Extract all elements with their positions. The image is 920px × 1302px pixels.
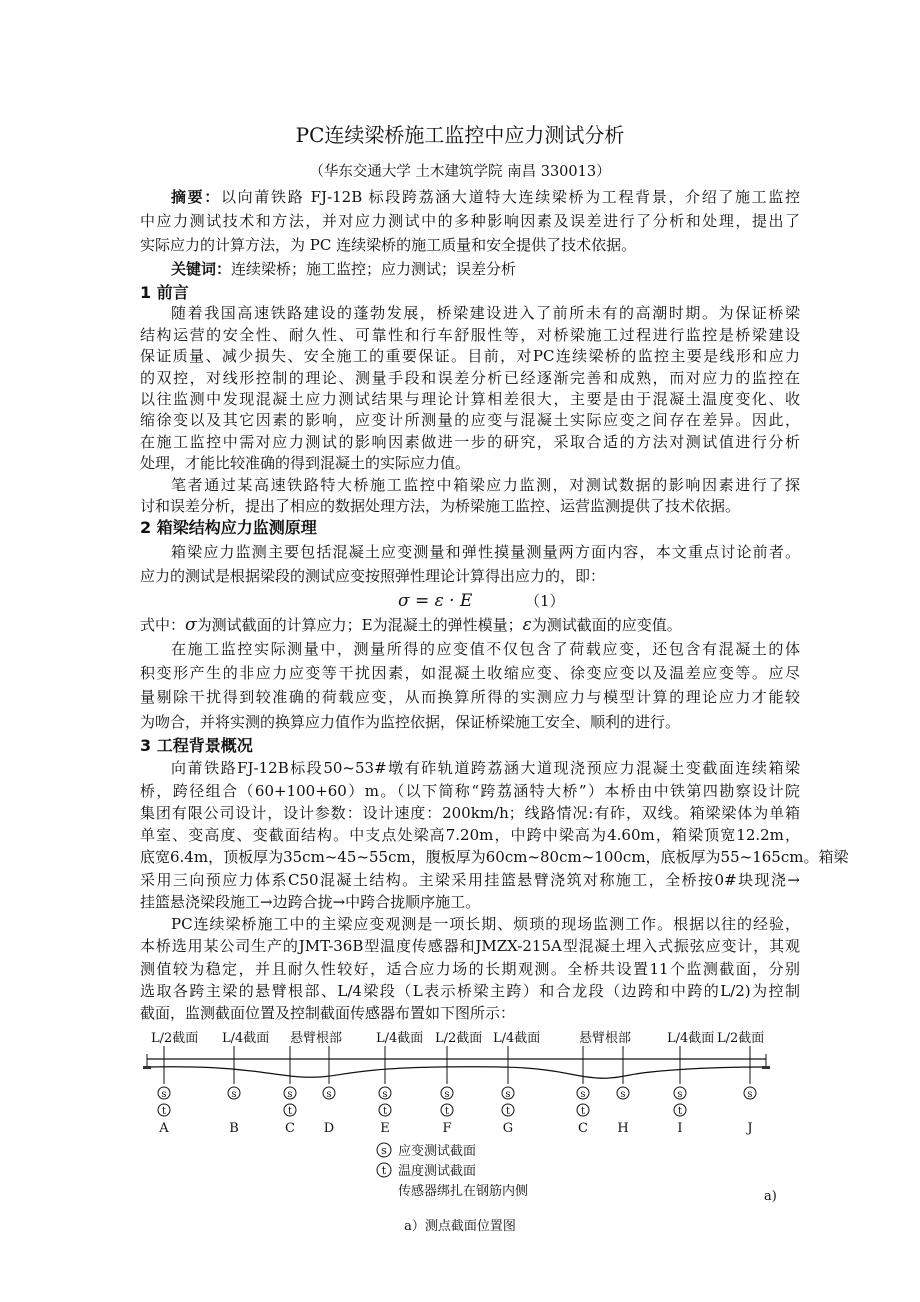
text-line: 结构运营的安全性、耐久性、可靠性和行车舒服性等，对桥梁施工过程进行监控是桥梁建设 [140,325,800,344]
strain-sensor-symbol: s [620,1089,626,1100]
text-line: 本桥选用某公司生产的JMT-36B型温度传感器和JMZX-215A型混凝土埋入式振弦应变计，其观 [140,937,800,956]
text-line: 应力的测试是根据梁段的测试应变按照弹性理论计算得出应力的，即： [140,567,606,586]
text-line: 保证质量、减少损失、安全施工的重要保证。目前，对PC连续梁桥的监控主要是线形和应力 [140,347,800,366]
section-type-label: L/4截面 [493,1031,541,1046]
section-heading: 3 工程背景概况 [140,736,253,755]
sigma-symbol: σ [185,614,197,635]
abstract-line [140,185,800,209]
legend-note: 传感器绑扎在钢筋内侧 [398,1184,529,1199]
station-letter: A [159,1121,169,1136]
affiliation: （华东交通大学 土木建筑学院 南昌 330013） [309,164,611,180]
keywords-label: 关键词： [171,260,232,278]
text-line: 处理，才能比较准确的得到混凝土的实际应力值。 [140,454,471,473]
figure-caption: a）测点截面位置图 [404,1219,516,1234]
formula: σ = ε · E [398,590,473,611]
section-heading: 1 前言 [140,283,189,302]
text-line: 单室、变高度、变截面结构。中支点处梁高7.20m，中跨中梁高为4.60m，箱梁顶宽12.2m， [140,826,800,844]
equation [140,589,800,613]
text-line: PC连续梁桥施工中的主梁应变观测是一项长期、烦琐的现场监测工作。根据以往的经验， [171,915,800,933]
text-line: 挂篮悬浇梁段施工→边跨合拢→中跨合拢顺序施工。 [140,892,481,911]
text-line: 以往监测中发现混凝土应力测试结果与理论计算相差很大，主要是由于混凝土温度变化、收 [140,389,800,408]
section-type-label: L/4截面 [667,1031,715,1046]
section-type-label: L/4截面 [222,1031,270,1046]
girder-bottom-curve [147,1067,766,1079]
strain-sensor-symbol: s [580,1089,586,1100]
text-line: 笔者通过某高速铁路特大桥施工监控中箱梁应力监测，对测试数据的影响因素进行了探 [171,475,800,494]
abstract-text: 以向莆铁路 FJ-12B 标段跨荔涵大道特大连续梁桥为工程背景，介绍了施工监控 [220,188,800,206]
temperature-sensor-symbol: t [505,1106,511,1117]
text-line: 积变形产生的非应力应变等干扰因素，如混凝土收缩应变、徐变应变以及温差应变等。应尽 [140,664,800,683]
text-line: 缩徐变以及其它因素的影响，应变计所测量的应变与混凝土实际应变之间存在差异。因此， [140,411,800,430]
text-line: 讨和误差分析，提出了相应的数据处理方法，为桥梁施工监控、运营监测提供了技术依据。 [140,496,741,515]
station-letter: F [442,1121,452,1136]
abstract [140,185,800,257]
text-line: 在施工监控实际测量中，测量所得的应变值不仅包含了荷载应变，还包含有混凝土的体 [171,639,800,658]
text-line: 向莆铁路FJ-12B标段50~53#墩有砟轨道跨荔涵大道现浇预应力混凝土变截面连续箱梁 [171,759,800,778]
station-letter: J [747,1121,753,1136]
section-principle [140,516,800,734]
text-line: 量剔除干扰得到较准确的荷载应变，从而换算所得的实测应力与模型计算的理论应力才能较 [140,688,800,707]
legend-temperature-label: 温度测试截面 [398,1164,477,1179]
support-right-icon [762,1066,770,1069]
where-prefix: 式中： [140,615,186,634]
section-type-label: 悬臂根部 [290,1031,343,1046]
strain-sensor-symbol: s [231,1089,237,1100]
where-line [140,613,800,637]
section-background [140,735,849,1024]
section-heading: 2 箱梁结构应力监测原理 [140,518,317,537]
text-line: 测值较为稳定，并且耐久性较好，适合应力场的长期观测。全桥共设置11个监测截面，分别 [140,959,800,978]
legend-strain-label: 应变测试截面 [398,1144,477,1159]
strain-sensor-symbol: s [382,1089,388,1100]
abstract-line: 实际应力的计算方法，为 PC 连续梁桥的施工质量和安全提供了技术依据。 [140,236,637,254]
abstract-line: 中应力测试技术和方法，并对应力测试中的多种影响因素及误差进行了分析和处理，提出了 [140,212,800,230]
temperature-sensor-symbol: t [444,1106,450,1117]
strain-sensor-symbol: s [677,1089,683,1100]
station-letter: D [323,1121,335,1136]
strain-sensor-symbol: s [287,1089,293,1100]
station-letter: G [502,1121,514,1136]
legend-temperature-symbol: t [381,1164,387,1177]
where-suffix: 为测试截面的应变值。 [531,615,682,634]
station-letter: C [285,1121,295,1136]
sensor-layout-figure [0,1020,920,1240]
temperature-sensor-symbol: t [287,1106,293,1117]
text-line: 采用三向预应力体系C50混凝土结构。主梁采用挂篮悬臂浇筑对称施工，全桥按0#块现浇→ [140,870,800,889]
abstract-label: 摘要： [171,188,221,206]
legend-strain-symbol: s [381,1144,387,1157]
epsilon-symbol: ε [522,614,532,635]
text-line: 集团有限公司设计，设计参数：设计速度：200km/h；线路情况:有砟，双线。箱梁梁体为单箱 [140,803,800,822]
temperature-sensor-symbol: t [161,1106,167,1117]
keywords-text: 连续梁桥；施工监控；应力测试；误差分析 [231,260,517,278]
text-line: 随着我国高速铁路建设的蓬勃发展，桥梁建设进入了前所未有的高潮时期。为保证桥梁 [171,304,800,323]
section-type-label: L/2截面 [717,1031,765,1046]
text-line: 截面，监测截面位置及控制截面传感器布置如下图所示： [140,1004,516,1022]
temperature-sensor-symbol: t [382,1106,388,1117]
strain-sensor-symbol: s [505,1089,511,1100]
where-mid: 为测试截面的计算应力；E为混凝土的弹性模量； [196,615,523,634]
section-introduction [140,282,800,517]
text-line: 在施工监控中需对应力测试的影响因素做进一步的研究，采取合适的方法对测试值进行分析 [140,432,800,451]
temperature-sensor-symbol: t [677,1106,683,1117]
text-line: 箱梁应力监测主要包括混凝土应变测量和弹性摸量测量两方面内容，本文重点讨论前者。 [171,543,800,562]
panel-label: a) [764,1189,777,1204]
station-letter: B [229,1121,239,1136]
station-letter: H [617,1121,629,1136]
text-line: 为吻合，并将实测的换算应力值作为监控依据，保证桥梁施工安全、顺利的进行。 [140,712,681,731]
station-letter: C [578,1121,588,1136]
strain-sensor-symbol: s [444,1089,450,1100]
keywords [140,257,800,281]
text-line: 桥，跨径组合（60+100+60）m。（以下简称“跨荔涵特大桥”）本桥由中铁第四勘察设计院 [140,781,800,800]
station-letter: E [380,1121,390,1136]
paper-title: PC连续梁桥施工监控中应力测试分析 [295,123,625,147]
section-type-label: L/2截面 [151,1031,199,1046]
text-line: 底宽6.4m，顶板厚为35cm~45~55cm，腹板厚为60cm~80cm~100cm，底板厚为55~165cm。箱梁 [140,848,849,867]
strain-sensor-symbol: s [747,1089,753,1100]
station-letter: I [677,1121,683,1136]
strain-sensor-symbol: s [161,1089,167,1100]
text-line: 的双控，对线形控制的理论、测量手段和误差分析已经逐渐完善和成熟，而对应力的监控在 [140,368,800,387]
section-type-label: 悬臂根部 [579,1031,632,1046]
support-left-icon [143,1066,151,1069]
temperature-sensor-symbol: t [580,1106,586,1117]
section-type-label: L/4截面 [376,1031,424,1046]
strain-sensor-symbol: s [326,1089,332,1100]
section-type-label: L/2截面 [435,1031,483,1046]
equation-number: （1） [525,591,565,610]
text-line: 选取各跨主梁的悬臂根部、L/4梁段（L表示桥梁主跨）和合龙段（边跨和中跨的L/2)为控制 [140,981,800,1000]
